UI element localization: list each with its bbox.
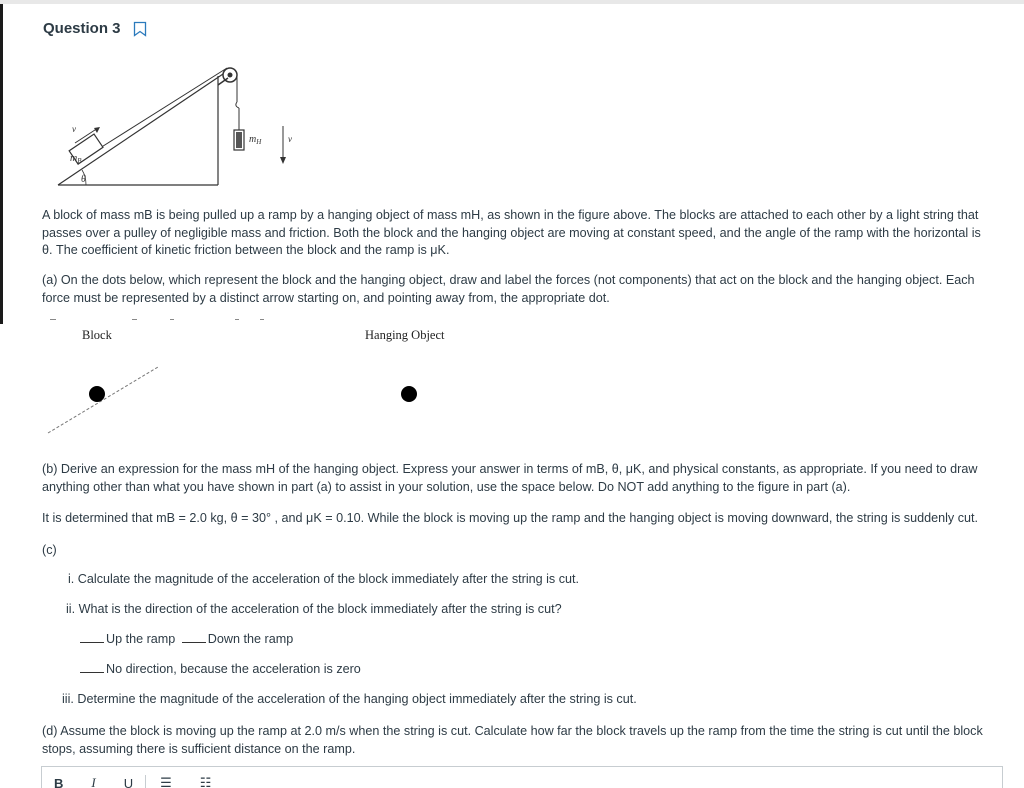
- numbered-list-icon[interactable]: ☷: [199, 775, 212, 788]
- block-label: Block: [82, 328, 112, 342]
- part-c-label: (c): [42, 543, 57, 557]
- svg-text:v: v: [288, 134, 292, 144]
- option-down: Down the ramp: [207, 632, 294, 646]
- svg-text:mB: $m_B$: [70, 153, 82, 165]
- problem-statement: A block of mass mB is being pulled up a ramp by a hanging object of mass mH, as shown in the figure above. The blocks are attached to each other by a light string that passes over a pulley of negligible mass and friction. Both the block and the hanging object are moving at constant speed, and the angle of the ramp with the horizontal is θ. The coefficient of kinetic friction between the block and the ramp is μK.: [42, 208, 981, 257]
- bullet-list-icon[interactable]: ☰: [160, 775, 172, 788]
- svg-text:v: v: [72, 124, 76, 134]
- free-body-area: [40, 315, 640, 445]
- ramp-incline: [58, 72, 226, 185]
- ramp-guide-line: [48, 367, 158, 433]
- option-up: Up the ramp: [106, 632, 176, 646]
- part-d-prompt: (d) Assume the block is moving up the ramp at 2.0 m/s when the string is cut. Calculate how far the block travels up the ramp from the time the string is cut until the block stops, assuming there is sufficient distance on the ramp.: [42, 724, 983, 756]
- svg-text:mH: $m_H$: [249, 134, 262, 146]
- direction-options-row: [80, 632, 293, 646]
- direction-none-row: [80, 662, 361, 676]
- part-c-iii: iii. Determine the magnitude of the acceleration of the hanging object immediately after the string is cut.: [62, 692, 637, 706]
- hanging-object-dot: [401, 386, 417, 402]
- hanging-object-label: Hanging Object: [365, 328, 445, 342]
- editor-toolbar: [54, 775, 239, 788]
- answer-editor[interactable]: [41, 766, 1003, 788]
- part-b-prompt: (b) Derive an expression for the mass mH of the hanging object. Express your answer in terms of mB, θ, μK, and physical constants, as appropriate. If you need to draw anything other than what you have shown in part (a) to assist in your solution, use the space below. Do NOT add anything to the figure in part (a).: [42, 462, 978, 494]
- string-incline: [100, 68, 227, 148]
- bookmark-icon[interactable]: [133, 21, 147, 37]
- given-values: It is determined that mB = 2.0 kg, θ = 30° , and μK = 0.10. While the block is moving up the ramp and the hanging object is moving downward, the string is suddenly cut.: [42, 511, 979, 525]
- toolbar-separator: [145, 775, 146, 788]
- bold-button[interactable]: B: [54, 775, 64, 788]
- top-divider: [0, 0, 1024, 4]
- part-c-i: i. Calculate the magnitude of the acceleration of the block immediately after the string is cut.: [68, 572, 580, 586]
- option-none: No direction, because the acceleration is zero: [106, 662, 361, 676]
- part-a-prompt: (a) On the dots below, which represent the block and the hanging object, draw and label the forces (not components) that act on the block and the hanging object. Each force must be represented by a distinct arrow starting on, and pointing away from, the appropriate dot.: [42, 273, 975, 305]
- svg-text:θ: θ: [81, 174, 86, 185]
- underline-button[interactable]: U: [123, 775, 134, 788]
- question-title: Question 3: [43, 20, 121, 37]
- ramp-figure: [50, 58, 310, 190]
- blank-down[interactable]: [182, 642, 206, 643]
- blank-none[interactable]: [80, 672, 104, 673]
- part-c-ii: ii. What is the direction of the acceleration of the block immediately after the string is cut?: [66, 602, 562, 616]
- question-header: [43, 20, 147, 37]
- blank-up[interactable]: [80, 642, 104, 643]
- block-dot: [89, 386, 105, 402]
- left-edge-bar: [0, 4, 3, 324]
- italic-button[interactable]: I: [91, 775, 96, 788]
